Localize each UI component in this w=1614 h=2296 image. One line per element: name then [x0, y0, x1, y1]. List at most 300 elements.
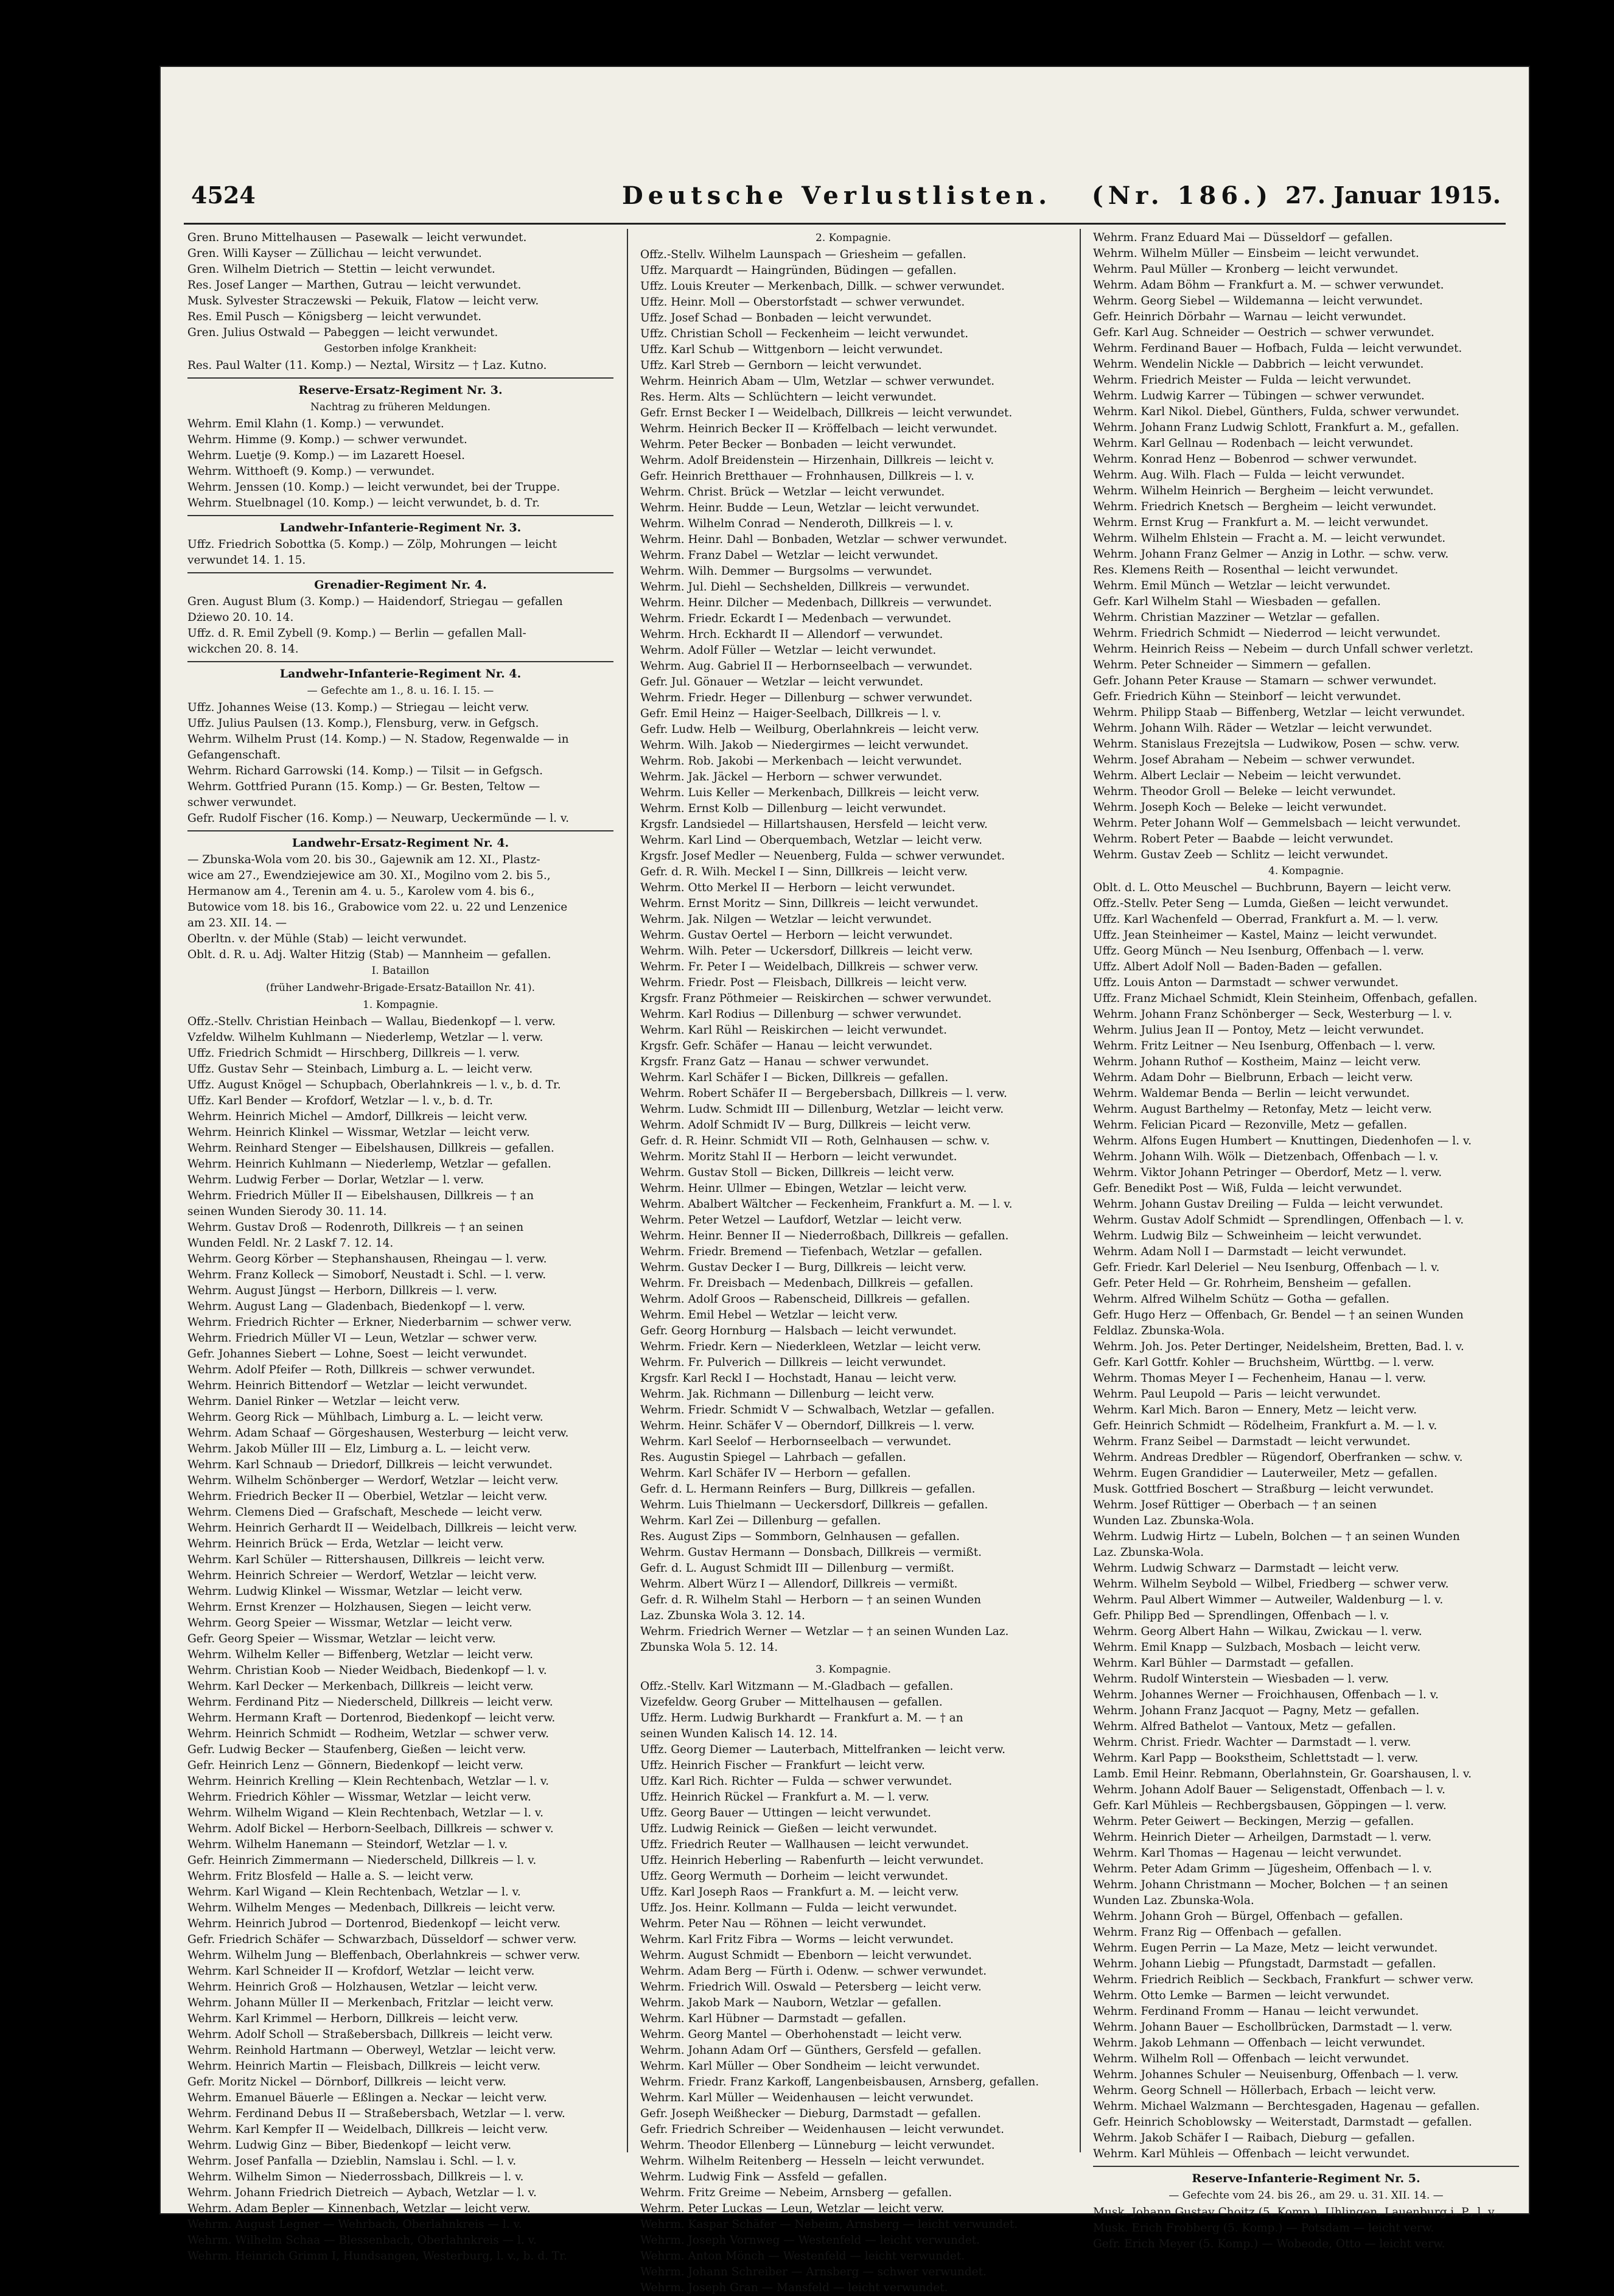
- regiment-heading: Grenadier-Regiment Nr. 4.: [314, 578, 487, 592]
- casualty-entry: Wehrm. Daniel Rinker — Wetzlar — leicht verw.: [187, 1395, 460, 1408]
- casualty-entry: Wehrm. Heinrich Schreier — Werdorf, Wetzlar — leicht verw.: [187, 1569, 537, 1582]
- casualty-entry: Wehrm. Karl Lind — Oberquembach, Wetzlar — leicht verw.: [640, 834, 983, 847]
- casualty-entry: Wehrm. Karl Schneider II — Krofdorf, Wetzlar — leicht verw.: [187, 1965, 535, 1978]
- casualty-entry: Wehrm. Hermann Kraft — Dortenrod, Biedenkopf — leicht verw.: [187, 1712, 556, 1724]
- casualty-entry: Wehrm. Emanuel Bäuerle — Eßlingen a. Neckar — leicht verw.: [187, 2091, 547, 2104]
- casualty-entry: Wehrm. Abalbert Wältcher — Feckenheim, Frankfurt a. M. — l. v.: [640, 1198, 1013, 1211]
- casualty-entry: Gefr. Friedrich Schäfer — Schwarzbach, Düsseldorf — schwer verw.: [187, 1933, 577, 1946]
- casualty-entry: Res. Augustin Spiegel — Lahrbach — gefallen.: [640, 1451, 906, 1464]
- casualty-entry: Wehrm. Joseph Gran — Mansfeld — leicht verwundet.: [640, 2281, 948, 2294]
- text-column-2: [640, 230, 1066, 2294]
- casualty-entry: Gefr. d. R. Wilhelm Stahl — Herborn — † an seinen Wunden: [640, 1594, 982, 1606]
- casualty-entry: Wehrm. Johannes Werner — Froichhausen, Offenbach — l. v.: [1093, 1689, 1439, 1701]
- subheading: — Gefechte vom 24. bis 26., am 29. u. 31. XII. 14. —: [1169, 2189, 1444, 2202]
- casualty-entry: Wehrm. Heinr. Budde — Leun, Wetzlar — leicht verwundet.: [640, 502, 980, 514]
- casualty-entry: Wehrm. Peter Johann Wolf — Gemmelsbach — leicht verwundet.: [1093, 817, 1461, 830]
- issue-number: (Nr. 186.): [1091, 181, 1273, 210]
- casualty-entry: Oblt. d. L. Otto Meuschel — Buchbrunn, Bayern — leicht verw.: [1093, 881, 1452, 894]
- casualty-entry: Uffz. Karl Bender — Krofdorf, Wetzlar — l. v., b. d. Tr.: [187, 1094, 494, 1107]
- casualty-entry: Wehrm. Luis Thielmann — Ueckersdorf, Dillkreis — gefallen.: [640, 1499, 988, 1511]
- casualty-entry: Wehrm. Johann Gustav Dreiling — Fulda — leicht verwundet.: [1093, 1198, 1444, 1211]
- casualty-entry: Wehrm. Luetje (9. Komp.) — im Lazarett Hoesel.: [187, 449, 466, 462]
- casualty-entry: Gefr. Heinrich Schoblowsky — Weiterstadt, Darmstadt — gefallen.: [1093, 2116, 1472, 2129]
- section-divider: [187, 830, 613, 831]
- casualty-entry: Wehrm. Friedr. Heger — Dillenburg — schwer verwundet.: [640, 691, 973, 704]
- casualty-entry: Wehrm. Johann Friedrich Dietreich — Aybach, Wetzlar — l. v.: [187, 2186, 537, 2199]
- casualty-entry: Res. Paul Walter (11. Komp.) — Neztal, Wirsitz — † Laz. Kutno.: [187, 359, 547, 372]
- column-separator: [1080, 229, 1081, 2152]
- casualty-entry: Krgsfr. Josef Medler — Neuenberg, Fulda — schwer verwundet.: [640, 850, 1005, 863]
- casualty-entry: Wehrm. Heinr. Dahl — Bonbaden, Wetzlar — schwer verwundet.: [640, 533, 1007, 546]
- casualty-entry: Wehrm. Adam Dohr — Bielbrunn, Erbach — leicht verw.: [1093, 1071, 1413, 1084]
- casualty-entry: Wehrm. Friedr. Bremend — Tiefenbach, Wetzlar — gefallen.: [640, 1245, 983, 1258]
- casualty-entry: Wehrm. Gustav Oertel — Herborn — leicht verwundet.: [640, 929, 953, 942]
- casualty-entry: Wehrm. Ferdinand Bauer — Hofbach, Fulda — leicht verwundet.: [1093, 342, 1462, 355]
- casualty-entry: Wehrm. Robert Peter — Baabde — leicht verwundet.: [1093, 833, 1394, 845]
- casualty-entry: Uffz. Heinrich Heberling — Rabenfurth — leicht verwundet.: [640, 1854, 984, 1867]
- publication-title: [622, 181, 1273, 210]
- casualty-entry: Uffz. Josef Schad — Bonbaden — leicht verwundet.: [640, 312, 932, 324]
- casualty-entry: Wehrm. Heinrich Michel — Amdorf, Dillkreis — leicht verw.: [187, 1110, 528, 1123]
- casualty-entry: Musk. Gottfried Boschert — Straßburg — leicht verwundet.: [1093, 1483, 1434, 1496]
- casualty-entry: Wehrm. Georg Siebel — Wildemanna — leicht verwundet.: [1093, 295, 1423, 307]
- casualty-entry: Krgsfr. Landsiedel — Hillartshausen, Hersfeld — leicht verw.: [640, 818, 988, 831]
- casualty-entry: Gefr. Johann Peter Krause — Stamarn — schwer verwundet.: [1093, 674, 1437, 687]
- casualty-entry: Wehrm. Emil Klahn (1. Komp.) — verwundet.: [187, 418, 444, 430]
- casualty-entry: Gefr. Peter Held — Gr. Rohrheim, Bensheim — gefallen.: [1093, 1277, 1411, 1290]
- casualty-entry: Wehrm. Franz Seibel — Darmstadt — leicht verwundet.: [1093, 1435, 1411, 1448]
- casualty-entry: Gren. Willi Kayser — Züllichau — leicht verwundet.: [187, 247, 482, 260]
- casualty-entry: Wehrm. Adam Böhm — Frankfurt a. M. — schwer verwundet.: [1093, 279, 1444, 292]
- casualty-entry: Wehrm. Ludwig Ferber — Dorlar, Wetzlar — l. verw.: [187, 1174, 484, 1186]
- casualty-entry: Wehrm. Paul Leupold — Paris — leicht verwundet.: [1093, 1388, 1381, 1401]
- casualty-entry: Musk. Sylvester Straczewski — Pekuik, Flatow — leicht verw.: [187, 295, 539, 307]
- casualty-entry: Wehrm. Peter Geiwert — Beckingen, Merzig — gefallen.: [1093, 1815, 1414, 1828]
- casualty-entry: Wehrm. Heinrich Dieter — Arheilgen, Darmstadt — l. verw.: [1093, 1831, 1432, 1844]
- casualty-entry: Wehrm. Johann Schreiber — Arnsberg — schwer verwundet.: [640, 2266, 987, 2278]
- casualty-entry: Wehrm. Heinr. Schäfer V — Oberndorf, Dillkreis — l. verw.: [640, 1419, 975, 1432]
- casualty-entry: Offz.-Stellv. Wilhelm Launspach — Griesheim — gefallen.: [640, 248, 966, 261]
- casualty-entry: Gefr. d. R. Wilh. Meckel I — Sinn, Dillkreis — leicht verw.: [640, 866, 968, 878]
- casualty-entry: Wehrm. Franz Rig — Offenbach — gefallen.: [1093, 1926, 1342, 1939]
- casualty-entry: Gren. August Blum (3. Komp.) — Haidendorf, Striegau — gefallen: [187, 595, 563, 608]
- casualty-entry: Wehrm. Gustav Hermann — Donsbach, Dillkreis — vermißt.: [640, 1546, 982, 1559]
- casualty-entry: Wehrm. Gustav Adolf Schmidt — Sprendlingen, Offenbach — l. v.: [1093, 1214, 1464, 1227]
- section-divider: [1093, 2166, 1519, 2167]
- casualty-entry: Uffz. Franz Michael Schmidt, Klein Steinheim, Offenbach, gefallen.: [1093, 992, 1478, 1005]
- casualty-entry: Wehrm. Friedrich Müller VI — Leun, Wetzlar — schwer verw.: [187, 1332, 537, 1345]
- casualty-entry: Wehrm. Heinrich Reiss — Nebeim — durch Unfall schwer verletzt.: [1093, 643, 1473, 656]
- casualty-entry: Wehrm. Adolf Breidenstein — Hirzenhain, Dillkreis — leicht v.: [640, 454, 994, 467]
- casualty-entry: Wehrm. Alfons Eugen Humbert — Knuttingen, Diedenhofen — l. v.: [1093, 1135, 1472, 1147]
- section-divider: [187, 572, 613, 573]
- casualty-entry: Wehrm. Wilhelm Hanemann — Steindorf, Wetzlar — l. v.: [187, 1838, 508, 1851]
- casualty-entry: Uffz. Ludwig Reinick — Gießen — leicht verwundet.: [640, 1822, 937, 1835]
- casualty-entry: Wehrm. Karl Fritz Fibra — Worms — leicht verwundet.: [640, 1933, 954, 1946]
- casualty-entry: Wehrm. Waldemar Benda — Berlin — leicht verwundet.: [1093, 1087, 1410, 1100]
- casualty-entry: Wehrm. Wilhelm Schönberger — Werdorf, Wetzlar — leicht verw.: [187, 1474, 559, 1487]
- casualty-entry: Wehrm. Friedrich Knetsch — Bergheim — leicht verwundet.: [1093, 500, 1437, 513]
- casualty-entry: Uffz. Karl Streb — Gernborn — leicht verwundet.: [640, 359, 922, 372]
- casualty-entry: seinen Wunden Kalisch 14. 12. 14.: [640, 1727, 838, 1740]
- casualty-entry: Wehrm. Karl Schüler — Rittershausen, Dillkreis — leicht verw.: [187, 1553, 545, 1566]
- casualty-entry: Wehrm. Karl Decker — Merkenbach, Dillkreis — leicht verw.: [187, 1680, 534, 1693]
- casualty-entry: Uffz. Heinrich Rückel — Frankfurt a. M. — l. verw.: [640, 1791, 929, 1804]
- header-rule: [184, 223, 1506, 225]
- casualty-entry: Wehrm. Heinrich Bittendorf — Wetzlar — leicht verwundet.: [187, 1379, 528, 1392]
- casualty-entry: Wehrm. Ferdinand Fromm — Hanau — leicht verwundet.: [1093, 2005, 1419, 2018]
- casualty-entry: Wehrm. Ernst Krenzer — Holzhausen, Siegen — leicht verw.: [187, 1601, 532, 1614]
- casualty-entry: Wehrm. Jakob Müller III — Elz, Limburg a. L. — leicht verw.: [187, 1443, 531, 1455]
- casualty-entry: Wehrm. Johann Franz Schönberger — Seck, Westerburg — l. v.: [1093, 1008, 1453, 1021]
- casualty-entry: Wehrm. Ernst Krug — Frankfurt a. M. — leicht verwundet.: [1093, 516, 1429, 529]
- casualty-entry: Wehrm. Felician Picard — Rezonville, Metz — gefallen.: [1093, 1119, 1408, 1132]
- casualty-entry: Wehrm. Andreas Dredbler — Rügendorf, Oberfranken — schw. v.: [1093, 1451, 1463, 1464]
- casualty-entry: Wehrm. Franz Eduard Mai — Düsseldorf — gefallen.: [1093, 231, 1393, 244]
- casualty-entry: Wehrm. Fritz Leitner — Neu Isenburg, Offenbach — l. verw.: [1093, 1040, 1436, 1052]
- casualty-entry: Gefr. Karl Gottfr. Kohler — Bruchsheim, Württbg. — l. verw.: [1093, 1356, 1434, 1369]
- casualty-entry: Wehrm. Wilhelm Seybold — Wilbel, Friedberg — schwer verw.: [1093, 1578, 1449, 1591]
- casualty-entry: Wehrm. Adolf Scholl — Straßebersbach, Dillkreis — leicht verw.: [187, 2028, 553, 2041]
- casualty-entry: Wehrm. Adolf Füller — Wetzlar — leicht verwundet.: [640, 644, 937, 657]
- casualty-entry: Krgsfr. Karl Reckl I — Hochstadt, Hanau — leicht verw.: [640, 1372, 957, 1385]
- casualty-entry: Vizefeldw. Georg Gruber — Mittelhausen — gefallen.: [640, 1696, 943, 1709]
- casualty-entry: Wehrm. Gustav Decker I — Burg, Dillkreis — leicht verw.: [640, 1261, 966, 1274]
- casualty-entry: Gefr. Georg Hornburg — Halsbach — leicht verwundet.: [640, 1325, 957, 1337]
- casualty-entry: Gefangenschaft.: [187, 749, 281, 761]
- casualty-entry: Wehrm. Ludwig Schwarz — Darmstadt — leicht verw.: [1093, 1562, 1399, 1575]
- casualty-entry: Wehrm. Emil Hebel — Wetzlar — leicht verw.: [640, 1309, 898, 1321]
- casualty-entry: Wehrm. Adam Schaaf — Görgeshausen, Westerburg — leicht verw.: [187, 1427, 569, 1440]
- casualty-entry: Wehrm. Gustav Droß — Rodenroth, Dillkreis — † an seinen: [187, 1221, 524, 1234]
- casualty-entry: Wehrm. Karl Rühl — Reiskirchen — leicht verwundet.: [640, 1024, 947, 1037]
- casualty-entry: Wehrm. Wilhelm Wigand — Klein Rechtenbach, Wetzlar — l. v.: [187, 1807, 543, 1819]
- casualty-entry: Wehrm. Karl Schäfer I — Bicken, Dillkreis — gefallen.: [640, 1071, 949, 1084]
- section-divider: [187, 377, 613, 379]
- page-header: [159, 181, 1530, 224]
- casualty-entry: Wehrm. Eugen Grandidier — Lauterweiler, Metz — gefallen.: [1093, 1467, 1438, 1480]
- casualty-entry: Wehrm. Ludwig Hirtz — Lubeln, Bolchen — † an seinen Wunden: [1093, 1530, 1460, 1543]
- casualty-entry: Uffz. Georg Bauer — Uttingen — leicht verwundet.: [640, 1807, 931, 1819]
- casualty-entry: Wehrm. Peter Adam Grimm — Jügesheim, Offenbach — l. v.: [1093, 1863, 1432, 1875]
- casualty-entry: Res. Emil Pusch — Königsberg — leicht verwundet.: [187, 310, 482, 323]
- subheading: 4. Kompagnie.: [1268, 865, 1344, 877]
- casualty-entry: Wehrm. Emil Knapp — Sulzbach, Mosbach — leicht verw.: [1093, 1641, 1421, 1654]
- casualty-entry: Uffz. Karl Schub — Wittgenborn — leicht verwundet.: [640, 343, 943, 356]
- casualty-entry: Uffz. Heinr. Moll — Oberstorfstadt — schwer verwundet.: [640, 296, 965, 309]
- casualty-entry: Wehrm. Karl Krimmel — Herborn, Dillkreis — leicht verw.: [187, 2012, 519, 2025]
- casualty-entry: Wehrm. Friedr. Schmidt V — Schwalbach, Wetzlar — gefallen.: [640, 1404, 995, 1416]
- casualty-entry: Wehrm. Adam Noll I — Darmstadt — leicht verwundet.: [1093, 1245, 1406, 1258]
- casualty-entry: Wehrm. Eugen Perrin — La Maze, Metz — leicht verwundet.: [1093, 1942, 1438, 1955]
- casualty-entry: Wehrm. Heinrich Schmidt — Rodheim, Wetzlar — schwer verw.: [187, 1727, 550, 1740]
- casualty-entry: Wehrm. Friedrich Schmidt — Niederrod — leicht verwundet.: [1093, 627, 1441, 640]
- casualty-entry: Gefr. Hugo Herz — Offenbach, Gr. Bendel — † an seinen Wunden: [1093, 1309, 1464, 1321]
- casualty-entry: Wehrm. Wilhelm Simon — Niederrossbach, Dillkreis — l. v.: [187, 2171, 524, 2183]
- casualty-entry: Wehrm. Karl Hübner — Darmstadt — gefallen.: [640, 2012, 906, 2025]
- casualty-entry: Wehrm. Georg Rick — Mühlbach, Limburg a. L. — leicht verw.: [187, 1411, 543, 1424]
- casualty-entry: am 23. XII. 14. —: [187, 917, 287, 929]
- casualty-entry: Wehrm. Wilhelm Prust (14. Komp.) — N. Stadow, Regenwalde — in: [187, 733, 569, 746]
- casualty-entry: Wehrm. Otto Merkel II — Herborn — leicht verwundet.: [640, 881, 955, 894]
- casualty-entry: Dżiewo 20. 10. 14.: [187, 611, 294, 624]
- casualty-entry: Uffz. Johannes Weise (13. Komp.) — Striegau — leicht verw.: [187, 701, 529, 714]
- casualty-entry: Uffz. Marquardt — Haingründen, Büdingen — gefallen.: [640, 264, 957, 277]
- casualty-entry: Wehrm. Ernst Moritz — Sinn, Dillkreis — leicht verwundet.: [640, 897, 979, 910]
- casualty-entry: Uffz. Herm. Ludwig Burkhardt — Frankfurt a. M. — † an: [640, 1712, 963, 1724]
- casualty-entry: Wehrm. Georg Schnell — Höllerbach, Erbach — leicht verw.: [1093, 2084, 1436, 2097]
- casualty-entry: Wehrm. Christian Koob — Nieder Weidbach, Biedenkopf — l. v.: [187, 1664, 547, 1677]
- casualty-entry: Uffz. Friedrich Reuter — Wallhausen — leicht verwundet.: [640, 1838, 969, 1851]
- casualty-entry: Wehrm. Friedrich Becker II — Oberbiel, Wetzlar — leicht verw.: [187, 1490, 548, 1503]
- casualty-entry: Krgsfr. Franz Pöthmeier — Reiskirchen — schwer verwundet.: [640, 992, 992, 1005]
- casualty-entry: Wehrm. Ludwig Ginz — Biber, Biedenkopf — leicht verw.: [187, 2139, 512, 2152]
- regiment-heading: Landwehr-Ersatz-Regiment Nr. 4.: [292, 836, 509, 850]
- casualty-entry: schwer verwundet.: [187, 796, 297, 809]
- casualty-entry: Wehrm. Reinhold Hartmann — Oberweyl, Wetzlar — leicht verw.: [187, 2044, 556, 2057]
- casualty-entry: Wehrm. Johann Christmann — Mocher, Bolchen — † an seinen: [1093, 1878, 1448, 1891]
- subheading: 3. Kompagnie.: [816, 1664, 891, 1676]
- casualty-entry: Wehrm. Viktor Johann Petringer — Oberdorf, Metz — l. verw.: [1093, 1166, 1442, 1179]
- casualty-entry: wice am 27., Ewendziejewice am 30. XI., Mogilno vom 2. bis 5.,: [187, 869, 551, 882]
- casualty-entry: Wehrm. Karl Schnaub — Driedorf, Dillkreis — leicht verwundet.: [187, 1458, 553, 1471]
- casualty-entry: Wehrm. Joseph Vornweg — Westenfeld — leicht verwundet.: [640, 2234, 980, 2247]
- casualty-entry: Gefr. d. R. Heinr. Schmidt VII — Roth, Gelnhausen — schw. v.: [640, 1135, 990, 1147]
- casualty-entry: Wehrm. Wilhelm Ehlstein — Fracht a. M. — leicht verwundet.: [1093, 532, 1446, 545]
- casualty-entry: Wehrm. Josef Rüttiger — Oberbach — † an seinen: [1093, 1499, 1377, 1511]
- casualty-entry: Wehrm. Georg Albert Hahn — Wilkau, Zwickau — l. verw.: [1093, 1625, 1422, 1638]
- casualty-entry: Wehrm. Theodor Ellenberg — Lünneburg — leicht verwundet.: [640, 2139, 995, 2152]
- casualty-entry: Uffz. Louis Anton — Darmstadt — schwer verwundet.: [1093, 976, 1399, 989]
- casualty-entry: Wehrm. Friedr. Franz Karkoff, Langenbeisbausen, Arnsberg, gefallen.: [640, 2076, 1039, 2088]
- casualty-entry: Gefr. Karl Aug. Schneider — Oestrich — schwer verwundet.: [1093, 326, 1434, 339]
- casualty-entry: Uffz. Georg Münch — Neu Isenburg, Offenbach — l. verw.: [1093, 945, 1424, 957]
- casualty-entry: Musk. Johann Gustav Choitz (5. Komp.), Uhlingen, Lauenburg i. P., l. v.: [1093, 2206, 1497, 2219]
- casualty-entry: Wehrm. August Legner — Wehrbach, Oberlahnkreis — l. v.: [187, 2218, 522, 2231]
- casualty-entry: Wehrm. Albert Würz I — Allendorf, Dillkreis — vermißt.: [640, 1578, 958, 1591]
- subheading: Gestorben infolge Krankheit:: [324, 343, 477, 355]
- casualty-entry: Wehrm. Johann Adam Orf — Günthers, Gersfeld — gefallen.: [640, 2044, 982, 2057]
- casualty-entry: Wehrm. Wendelin Nickle — Dabbrich — leicht verwundet.: [1093, 358, 1424, 371]
- casualty-entry: Wehrm. Georg Mantel — Oberhohenstadt — leicht verw.: [640, 2028, 962, 2041]
- casualty-entry: Gefr. Erich Meyer (5. Komp.) — Wobeode, Otto — leicht verw.: [1093, 2238, 1445, 2250]
- casualty-entry: Uffz. Albert Adolf Noll — Baden-Baden — gefallen.: [1093, 961, 1383, 973]
- casualty-entry: Gefr. Friedrich Schreiber — Weidenhausen — leicht verwundet.: [640, 2123, 1004, 2136]
- casualty-entry: Wehrm. Wilh. Jakob — Niedergirmes — leicht verwundet.: [640, 739, 969, 752]
- casualty-entry: Gefr. Benedikt Post — Wiß, Fulda — leicht verwundet.: [1093, 1182, 1402, 1195]
- casualty-entry: Wehrm. Johann Groh — Bürgel, Offenbach — gefallen.: [1093, 1910, 1403, 1923]
- casualty-entry: Wehrm. Ludw. Schmidt III — Dillenburg, Wetzlar — leicht verw.: [640, 1103, 1004, 1116]
- issue-date: 27. Januar 1915.: [1285, 181, 1501, 209]
- casualty-entry: Gefr. d. L. Hermann Reinfers — Burg, Dillkreis — gefallen.: [640, 1483, 976, 1496]
- casualty-entry: Gefr. d. L. August Schmidt III — Dillenburg — vermißt.: [640, 1562, 954, 1575]
- casualty-entry: Wehrm. Johann Ruthof — Kostheim, Mainz — leicht verw.: [1093, 1055, 1421, 1068]
- casualty-entry: Krgsfr. Gefr. Schäfer — Hanau — leicht verwundet.: [640, 1040, 933, 1052]
- casualty-entry: Uffz. Jos. Heinr. Kollmann — Fulda — leicht verwundet.: [640, 1902, 957, 1914]
- casualty-entry: Wehrm. Wilhelm Schaa — Blessenbach, Oberlahnkreis — l. v.: [187, 2234, 537, 2247]
- casualty-entry: Hermanow am 4., Terenin am 4. u. 5., Karolew vom 4. bis 6.,: [187, 885, 535, 898]
- casualty-entry: Wehrm. Luis Keller — Merkenbach, Dillkreis — leicht verw.: [640, 786, 980, 799]
- casualty-entry: Musk. Erich Frobberg (5. Komp.) — Potsdam — leicht verw.: [1093, 2222, 1434, 2235]
- casualty-entry: Wehrm. Heinrich Kuhlmann — Niederlemp, Wetzlar — gefallen.: [187, 1158, 551, 1171]
- regiment-heading: Landwehr-Infanterie-Regiment Nr. 4.: [279, 667, 522, 681]
- casualty-entry: Wehrm. Fr. Pulverich — Dillkreis — leicht verwundet.: [640, 1356, 946, 1369]
- casualty-entry: Wehrm. Paul Müller — Kronberg — leicht verwundet.: [1093, 263, 1399, 276]
- casualty-entry: Zbunska Wola 5. 12. 14.: [640, 1641, 778, 1654]
- casualty-entry: Laz. Zbunska Wola 3. 12. 14.: [640, 1609, 805, 1622]
- casualty-entry: Gefr. Ludw. Helb — Weilburg, Oberlahnkreis — leicht verw.: [640, 723, 979, 736]
- casualty-entry: Wunden Laz. Zbunska-Wola.: [1093, 1894, 1254, 1907]
- casualty-entry: Wehrm. Adam Bepler — Kinnenbach, Wetzlar — leicht verw.: [187, 2202, 531, 2215]
- text-column-1: [187, 230, 613, 2263]
- casualty-entry: Wehrm. Karl Rodius — Dillenburg — schwer verwundet.: [640, 1008, 962, 1021]
- casualty-entry: Wehrm. Karl Thomas — Hagenau — leicht verwundet.: [1093, 1847, 1402, 1860]
- casualty-entry: Uffz. August Knögel — Schupbach, Oberlahnkreis — l. v., b. d. Tr.: [187, 1079, 561, 1091]
- casualty-entry: Wehrm. Johann Franz Ludwig Schlott, Frankfurt a. M., gefallen.: [1093, 421, 1459, 434]
- casualty-entry: Uffz. Friedrich Sobottka (5. Komp.) — Zölp, Mohrungen — leicht: [187, 538, 557, 551]
- casualty-entry: Wehrm. Josef Panfalla — Dzieblin, Namslau i. Schl. — l. v.: [187, 2155, 517, 2168]
- casualty-entry: Wehrm. Franz Kolleck — Simoborf, Neustadt i. Schl. — l. verw.: [187, 1269, 547, 1281]
- casualty-entry: Wehrm. Heinrich Gerhardt II — Weidelbach, Dillkreis — leicht verw.: [187, 1522, 578, 1535]
- casualty-entry: Gefr. Georg Speier — Wissmar, Wetzlar — leicht verw.: [187, 1633, 496, 1645]
- casualty-entry: Gefr. Philipp Bed — Sprendlingen, Offenbach — l. v.: [1093, 1609, 1389, 1622]
- casualty-entry: Wehrm. Friedr. Post — Fleisbach, Dillkreis — leicht verw.: [640, 976, 967, 989]
- casualty-entry: Gefr. Ludwig Becker — Staufenberg, Gießen — leicht verw.: [187, 1743, 526, 1756]
- casualty-entry: Wehrm. Wilhelm Müller — Einsbeim — leicht verwundet.: [1093, 247, 1419, 260]
- casualty-entry: Offz.-Stellv. Peter Seng — Lumda, Gießen — leicht verwundet.: [1093, 897, 1449, 910]
- casualty-entry: Wehrm. Jenssen (10. Komp.) — leicht verwundet, bei der Truppe.: [187, 481, 561, 494]
- casualty-entry: Wehrm. Rudolf Winterstein — Wiesbaden — l. verw.: [1093, 1673, 1389, 1685]
- casualty-entry: Wehrm. Wilhelm Heinrich — Bergheim — leicht verwundet.: [1093, 485, 1434, 497]
- casualty-entry: Wehrm. Peter Wetzel — Laufdorf, Wetzlar — leicht verw.: [640, 1214, 962, 1227]
- casualty-entry: Wehrm. Friedrich Will. Oswald — Petersberg — leicht verw.: [640, 1981, 982, 1993]
- casualty-entry: Wehrm. Jakob Lehmann — Offenbach — leicht verwundet.: [1093, 2037, 1425, 2049]
- casualty-entry: Wehrm. Moritz Stahl II — Herborn — leicht verwundet.: [640, 1150, 957, 1163]
- casualty-entry: Wehrm. Johann Wilh. Räder — Wetzlar — leicht verwundet.: [1093, 722, 1433, 735]
- casualty-entry: Wehrm. Heinrich Martin — Fleisbach, Dillkreis — leicht verw.: [187, 2060, 541, 2073]
- casualty-entry: Wehrm. Johann Müller II — Merkenbach, Fritzlar — leicht verw.: [187, 1997, 554, 2009]
- casualty-entry: Krgsfr. Franz Gatz — Hanau — schwer verwundet.: [640, 1055, 929, 1068]
- casualty-entry: Wehrm. Franz Dabel — Wetzlar — leicht verwundet.: [640, 549, 938, 562]
- casualty-entry: Wehrm. Josef Abraham — Nebeim — schwer verwundet.: [1093, 754, 1416, 766]
- casualty-entry: Wehrm. Jakob Mark — Nauborn, Wetzlar — gefallen.: [640, 1997, 941, 2009]
- subheading: 1. Kompagnie.: [363, 999, 438, 1011]
- casualty-entry: Uffz. Karl Joseph Raos — Frankfurt a. M. — leicht verw.: [640, 1886, 959, 1899]
- casualty-entry: Wehrm. Michael Walzmann — Berchtesgaden, Hagenau — gefallen.: [1093, 2100, 1480, 2113]
- casualty-entry: Wehrm. Johann Bauer — Eschollbrücken, Darmstadt — l. verw.: [1093, 2021, 1453, 2034]
- casualty-entry: Gefr. Heinrich Lenz — Gönnern, Biedenkopf — leicht verw.: [187, 1759, 523, 1772]
- casualty-entry: Wehrm. Hrch. Eckhardt II — Allendorf — verwundet.: [640, 628, 943, 641]
- casualty-entry: Lamb. Emil Heinr. Rebmann, Oberlahnstein, Gr. Goarshausen, l. v.: [1093, 1768, 1472, 1780]
- casualty-entry: Wehrm. August Jüngst — Herborn, Dillkreis — l. verw.: [187, 1284, 497, 1297]
- casualty-entry: Wehrm. Adam Berg — Fürth i. Odenw. — schwer verwundet.: [640, 1965, 987, 1978]
- casualty-entry: Wehrm. Wilhelm Menges — Medenbach, Dillkreis — leicht verw.: [187, 1902, 556, 1914]
- casualty-entry: Uffz. Georg Wermuth — Dorheim — leicht verwundet.: [640, 1870, 948, 1883]
- casualty-entry: Gefr. Heinrich Zimmermann — Niederscheld, Dillkreis — l. v.: [187, 1854, 537, 1867]
- casualty-entry: Uffz. Heinrich Fischer — Frankfurt — leicht verw.: [640, 1759, 925, 1772]
- casualty-entry: seinen Wunden Sierody 30. 11. 14.: [187, 1205, 387, 1218]
- casualty-entry: Wehrm. Konrad Henz — Bobenrod — schwer verwundet.: [1093, 453, 1417, 466]
- casualty-entry: Wehrm. Clemens Died — Grafschaft, Meschede — leicht verw.: [187, 1506, 543, 1519]
- casualty-entry: Gefr. Heinrich Schmidt — Rödelheim, Frankfurt a. M. — l. v.: [1093, 1419, 1438, 1432]
- casualty-entry: Wehrm. Ferdinand Pitz — Niederscheld, Dillkreis — leicht verw.: [187, 1696, 553, 1709]
- casualty-entry: — Zbunska-Wola vom 20. bis 30., Gajewnik am 12. XI., Plastz-: [187, 853, 540, 866]
- casualty-entry: Wehrm. Fr. Dreisbach — Medenbach, Dillkreis — gefallen.: [640, 1277, 974, 1290]
- casualty-entry: Res. August Zips — Sommborn, Gelnhausen — gefallen.: [640, 1530, 960, 1543]
- casualty-entry: Wehrm. Stanislaus Frezejtsla — Ludwikow, Posen — schw. verw.: [1093, 738, 1460, 751]
- casualty-entry: Gefr. Emil Heinz — Haiger-Seelbach, Dillkreis — l. v.: [640, 707, 941, 720]
- section-divider: [187, 661, 613, 662]
- casualty-entry: Wehrm. Anton Mönch — Westenfeld — leicht verwundet.: [640, 2250, 965, 2263]
- casualty-entry: Uffz. Louis Kreuter — Merkenbach, Dillk. — schwer verwundet.: [640, 280, 1005, 293]
- casualty-entry: Wehrm. Emil Münch — Wetzlar — leicht verwundet.: [1093, 579, 1391, 592]
- casualty-entry: Wehrm. Karl Zei — Dillenburg — gefallen.: [640, 1514, 881, 1527]
- casualty-entry: Laz. Zbunska-Wola.: [1093, 1546, 1204, 1559]
- casualty-entry: Wehrm. Wilhelm Keller — Biffenberg, Wetzlar — leicht verw.: [187, 1648, 533, 1661]
- text-column-3: [1093, 230, 1519, 2250]
- casualty-entry: Wehrm. Heinrich Grimm I, Hundsangen, Westerburg, l. v., b. d. Tr.: [187, 2250, 567, 2263]
- casualty-entry: Wehrm. Philipp Staab — Biffenberg, Wetzlar — leicht verwundet.: [1093, 706, 1466, 719]
- casualty-entry: Wehrm. Georg Speier — Wissmar, Wetzlar — leicht verw.: [187, 1617, 512, 1629]
- casualty-entry: Gefr. Friedrich Kühn — Steinborf — leicht verwundet.: [1093, 690, 1402, 703]
- casualty-entry: Wehrm. Paul Albert Wimmer — Autweiler, Waldenburg — l. v.: [1093, 1594, 1444, 1606]
- casualty-entry: Uffz. Christian Scholl — Feckenheim — leicht verwundet.: [640, 327, 969, 340]
- casualty-entry: Wehrm. Gustav Zeeb — Schlitz — leicht verwundet.: [1093, 849, 1388, 861]
- casualty-entry: Wehrm. Heinrich Abam — Ulm, Wetzlar — schwer verwundet.: [640, 375, 995, 388]
- casualty-entry: Wehrm. Johann Adolf Bauer — Seligenstadt, Offenbach — l. v.: [1093, 1783, 1445, 1796]
- casualty-entry: Wehrm. Julius Jean II — Pontoy, Metz — leicht verwundet.: [1093, 1024, 1424, 1037]
- casualty-entry: Wehrm. Christ. Brück — Wetzlar — leicht verwundet.: [640, 486, 945, 499]
- casualty-entry: Gefr. Heinrich Dörbahr — Warnau — leicht verwundet.: [1093, 310, 1406, 323]
- subheading: Nachtrag zu früheren Meldungen.: [310, 401, 491, 413]
- page-number: 4524: [191, 181, 256, 209]
- casualty-entry: Wehrm. August Lang — Gladenbach, Biedenkopf — l. verw.: [187, 1300, 525, 1313]
- casualty-entry: Wehrm. Karl Bühler — Darmstadt — gefallen.: [1093, 1657, 1354, 1670]
- casualty-entry: Gren. Bruno Mittelhausen — Pasewalk — leicht verwundet.: [187, 231, 527, 244]
- casualty-entry: Wehrm. Karl Seelof — Herbornseelbach — verwundet.: [640, 1435, 952, 1448]
- casualty-entry: Gefr. Johannes Siebert — Lohne, Soest — leicht verwundet.: [187, 1348, 527, 1360]
- casualty-entry: Wehrm. Heinrich Becker II — Kröffelbach — leicht verwundet.: [640, 422, 997, 435]
- casualty-entry: Wehrm. Friedrich Meister — Fulda — leicht verwundet.: [1093, 374, 1411, 387]
- subheading: — Gefechte am 1., 8. u. 16. I. 15. —: [307, 685, 494, 697]
- casualty-entry: Oblt. d. R. u. Adj. Walter Hitzig (Stab) — Mannheim — gefallen.: [187, 948, 551, 961]
- casualty-entry: Uffz. Julius Paulsen (13. Komp.), Flensburg, verw. in Gefgsch.: [187, 717, 539, 730]
- casualty-entry: wickchen 20. 8. 14.: [187, 643, 299, 656]
- section-divider: [187, 515, 613, 516]
- casualty-entry: Wehrm. Ludwig Fink — Assfeld — gefallen.: [640, 2171, 887, 2183]
- casualty-entry: Wehrm. Christian Mazziner — Wetzlar — gefallen.: [1093, 611, 1380, 624]
- casualty-entry: Wehrm. Johann Liebig — Pfungstadt, Darmstadt — gefallen.: [1093, 1958, 1436, 1970]
- casualty-entry: Wehrm. Heinr. Ullmer — Ebingen, Wetzlar — leicht verw.: [640, 1182, 967, 1195]
- casualty-entry: Wehrm. Friedrich Müller II — Eibelshausen, Dillkreis — † an: [187, 1189, 534, 1202]
- casualty-entry: Wehrm. Karl Schäfer IV — Herborn — gefallen.: [640, 1467, 911, 1480]
- publication-name: Deutsche Verlustlisten.: [622, 181, 1052, 210]
- casualty-entry: Wehrm. Karl Kempfer II — Weidelbach, Dillkreis — leicht verw.: [187, 2123, 548, 2136]
- casualty-entry: Uffz. Karl Wachenfeld — Oberrad, Frankfurt a. M. — l. verw.: [1093, 913, 1439, 926]
- casualty-entry: Wehrm. Jak. Nilgen — Wetzlar — leicht verwundet.: [640, 913, 932, 926]
- casualty-entry: Wehrm. Jak. Jäckel — Herborn — schwer verwundet.: [640, 771, 943, 783]
- casualty-entry: Wehrm. Wilh. Peter — Uckersdorf, Dillkreis — leicht verw.: [640, 945, 973, 957]
- casualty-entry: verwundet 14. 1. 15.: [187, 554, 306, 567]
- casualty-entry: Wehrm. Johann Franz Gelmer — Anzig in Lothr. — schw. verw.: [1093, 548, 1449, 561]
- casualty-entry: Feldlaz. Zbunska-Wola.: [1093, 1325, 1225, 1337]
- casualty-entry: Wehrm. Gustav Stoll — Bicken, Dillkreis — leicht verw.: [640, 1166, 954, 1179]
- casualty-entry: Wehrm. Richard Garrowski (14. Komp.) — Tilsit — in Gefgsch.: [187, 765, 543, 777]
- casualty-entry: Wehrm. Christ. Friedr. Wachter — Darmstadt — l. verw.: [1093, 1736, 1411, 1749]
- casualty-entry: Wehrm. Peter Becker — Bonbaden — leicht verwundet.: [640, 438, 957, 451]
- casualty-entry: Res. Herm. Alts — Schlüchtern — leicht verwundet.: [640, 391, 937, 404]
- casualty-entry: Wehrm. Johann Franz Jacquot — Pagny, Metz — gefallen.: [1093, 1704, 1420, 1717]
